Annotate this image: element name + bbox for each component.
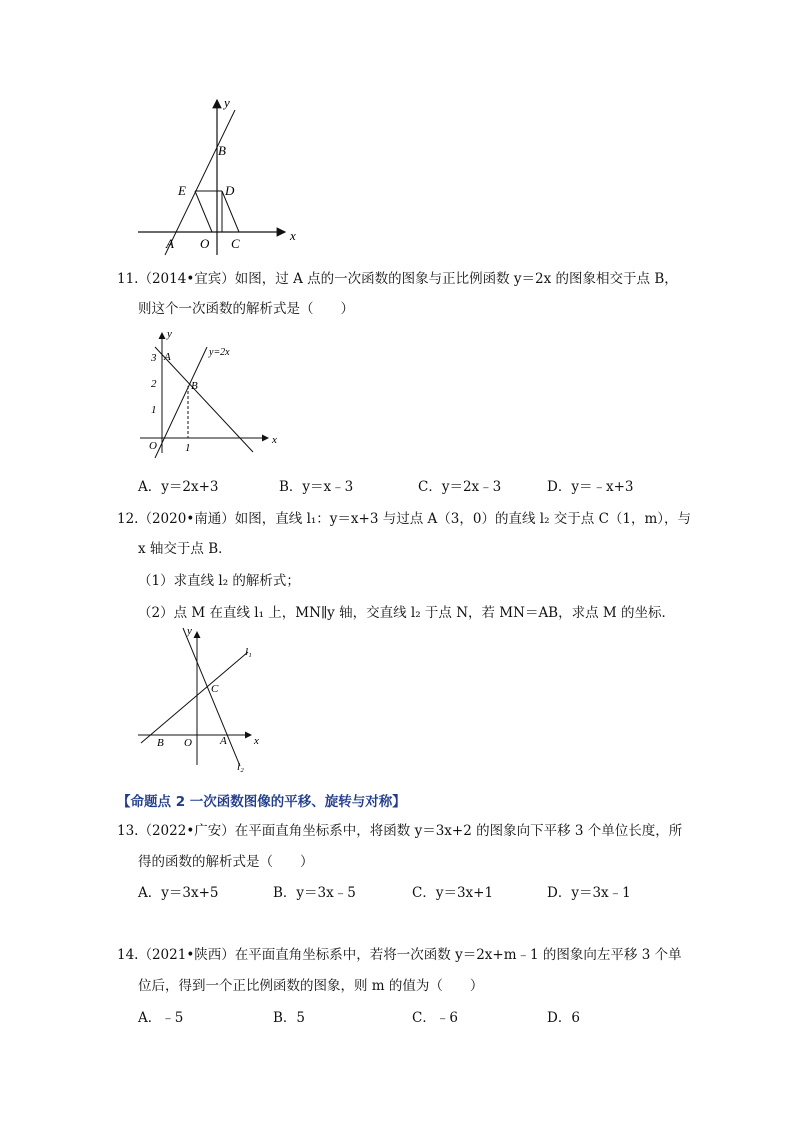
q12-part2: （2）点 M 在直线 l₁ 上，MN∥y 轴，交直线 l₂ 于点 N，若 MN＝AB，求点 M 的坐标． (138, 605, 676, 621)
q12-line1: 12.（2020•南通）如图，直线 l₁：y＝x+3 与过点 A（3，0）的直线 l₂ 交于点 C（1，m），与 (117, 511, 692, 527)
label-O: O (184, 737, 192, 749)
label-x: x (290, 228, 296, 243)
label-C: C (211, 683, 219, 695)
label-func: y=2x (209, 347, 230, 358)
q14-option-d[interactable]: D．6 (547, 1010, 580, 1026)
tick-y-3: 3 (151, 352, 157, 364)
q14-option-a[interactable]: A．﹣5 (138, 1010, 184, 1026)
line-l1 (141, 652, 248, 743)
label-y: y (187, 625, 192, 637)
label-O: O (149, 440, 157, 452)
q12-line2: x 轴交于点 B． (138, 541, 232, 557)
label-O: O (200, 236, 210, 251)
tick-x-1: 1 (185, 442, 191, 454)
label-B: B (157, 737, 164, 749)
q13-option-c[interactable]: C．y＝3x+1 (412, 885, 494, 901)
q11-option-c[interactable]: C．y＝2x﹣3 (418, 479, 502, 495)
label-l1: l₁ (245, 646, 252, 658)
q11-option-a[interactable]: A．y＝2x+3 (138, 479, 219, 495)
label-x: x (272, 434, 277, 446)
q14-line1: 14.（2021•陕西）在平面直角坐标系中，若将一次函数 y＝2x+m﹣1 的图象向左平移 3 个单 (117, 947, 682, 963)
label-A: A (164, 351, 171, 363)
figure-q12 (133, 620, 268, 775)
q11-option-b[interactable]: B．y＝x﹣3 (279, 479, 354, 495)
q13-line2: 得的函数的解析式是（ ） (138, 854, 314, 870)
tick-y-2: 2 (151, 378, 157, 390)
label-C: C (231, 236, 240, 251)
q13-line1: 13.（2022•广安）在平面直角坐标系中，将函数 y＝3x+2 的图象向下平移 3 个单位长度，所 (117, 823, 683, 839)
label-l2: l₂ (237, 761, 244, 773)
label-E: E (178, 183, 186, 198)
label-B: B (191, 380, 198, 392)
q13-option-a[interactable]: A．y＝3x+5 (138, 885, 219, 901)
q11-line2: 则这个一次函数的解析式是（ ） (138, 301, 354, 317)
label-y: y (224, 95, 230, 110)
q11-line1: 11.（2014•宜宾）如图，过 A 点的一次函数的图象与正比例函数 y＝2x 的图象相交于点 B， (117, 271, 678, 287)
tick-y-1: 1 (151, 404, 157, 416)
q12-part1: （1）求直线 l₂ 的解析式； (138, 573, 300, 589)
figure-top (130, 95, 310, 260)
figure-q11 (135, 325, 285, 465)
q14-line2: 位后，得到一个正比例函数的图象，则 m 的值为（ ） (138, 978, 484, 994)
label-A: A (220, 735, 227, 747)
q14-option-c[interactable]: C．﹣6 (412, 1010, 458, 1026)
q11-option-d[interactable]: D．y＝﹣x+3 (547, 479, 634, 495)
label-D: D (225, 183, 235, 198)
label-A: A (166, 236, 174, 251)
q14-option-b[interactable]: B．5 (273, 1010, 306, 1026)
q13-option-b[interactable]: B．y＝3x﹣5 (273, 885, 356, 901)
label-y: y (167, 328, 172, 340)
section-heading: 【命题点 2 一次函数图像的平移、旋转与对称】 (117, 794, 406, 810)
label-x: x (254, 735, 259, 747)
q13-option-d[interactable]: D．y＝3x﹣1 (547, 885, 631, 901)
line-EO (195, 191, 212, 232)
label-B: B (218, 143, 226, 158)
line-y2x (155, 347, 207, 458)
